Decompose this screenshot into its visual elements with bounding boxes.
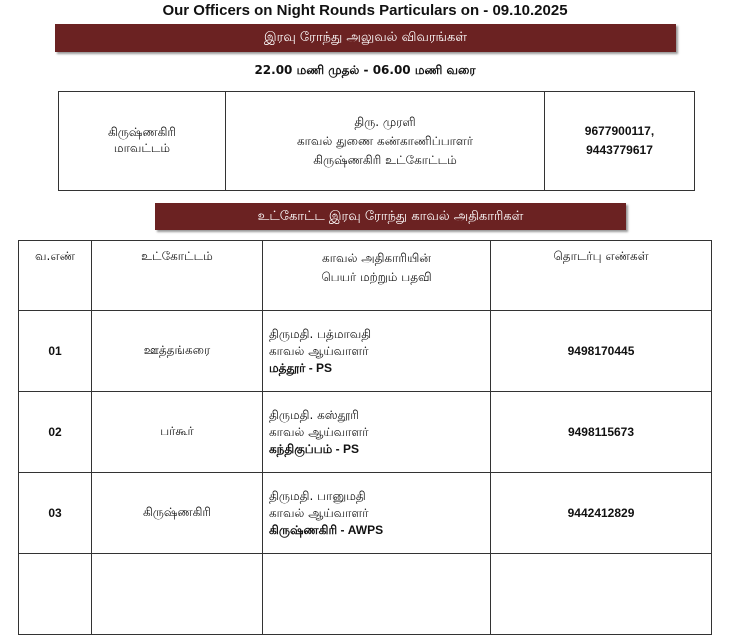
header-subdivision: உட்கோட்டம் (92, 241, 263, 311)
header-sno: வ.எண் (19, 241, 92, 311)
district-name-line1: கிருஷ்ணகிரி (107, 125, 177, 139)
district-cell (59, 92, 226, 191)
subdivision-officers-banner: உட்கோட்ட இரவு ரோந்து காவல் அதிகாரிகள் (155, 203, 626, 230)
district-officer-rank: காவல் துணை கண்காணிப்பாளர் (296, 133, 473, 148)
header-officer-line2: பெயர் மற்றும் பதவி (321, 270, 432, 284)
officer-rank: காவல் ஆய்வாளர் (269, 343, 369, 358)
row-officer (263, 392, 491, 473)
row-officer (263, 473, 491, 554)
officer-name: திருமதி. கஸ்தூரி (269, 407, 359, 422)
row-phone: 9498170445 (491, 311, 712, 392)
row-subdivision: பர்கூர் (92, 392, 263, 473)
officer-station: கந்திகுப்பம் - PS (269, 441, 359, 456)
row-sno: 01 (19, 311, 92, 392)
table-row (19, 392, 712, 473)
table-row-partial (19, 554, 712, 635)
officer-name: திருமதி. பானுமதி (269, 488, 366, 503)
officer-rank: காவல் ஆய்வாளர் (269, 424, 369, 439)
row-sno: 02 (19, 392, 92, 473)
page-title: Our Officers on Night Rounds Particulars on - 09.10.2025 (162, 2, 568, 19)
officers-table (18, 240, 712, 635)
table-row (19, 473, 712, 554)
row-subdivision: ஊத்தங்கரை (92, 311, 263, 392)
night-rounds-banner: இரவு ரோந்து அலுவல் விவரங்கள் (55, 24, 676, 52)
row-sno: 03 (19, 473, 92, 554)
header-contact: தொடர்பு எண்கள் (491, 241, 712, 311)
row-officer (263, 311, 491, 392)
table-header-row (19, 241, 712, 311)
row-phone: 9498115673 (491, 392, 712, 473)
district-officer-subdivision: கிருஷ்ணகிரி உட்கோட்டம் (313, 152, 457, 167)
officer-name: திருமதி. பத்மாவதி (269, 326, 372, 341)
table-row (19, 311, 712, 392)
row-subdivision: கிருஷ்ணகிரி (92, 473, 263, 554)
officer-station: மத்தூர் - PS (269, 360, 333, 375)
officer-rank: காவல் ஆய்வாளர் (269, 505, 369, 520)
district-phone-1: 9677900117, (584, 124, 655, 138)
row-phone: 9442412829 (491, 473, 712, 554)
timing-text: 22.00 மணி முதல் - 06.00 மணி வரை (254, 63, 476, 77)
district-officer-cell (226, 92, 545, 191)
officer-station: கிருஷ்ணகிரி - AWPS (269, 522, 384, 537)
header-officer (263, 241, 491, 311)
district-officer-table (58, 91, 695, 191)
district-phone-cell (545, 92, 695, 191)
district-officer-name: திரு. முரளி (354, 114, 416, 129)
header-officer-line1: காவல் அதிகாரியின் (322, 251, 431, 265)
district-phone-2: 9443779617 (586, 143, 653, 157)
district-name-line2: மாவட்டம் (113, 141, 171, 155)
